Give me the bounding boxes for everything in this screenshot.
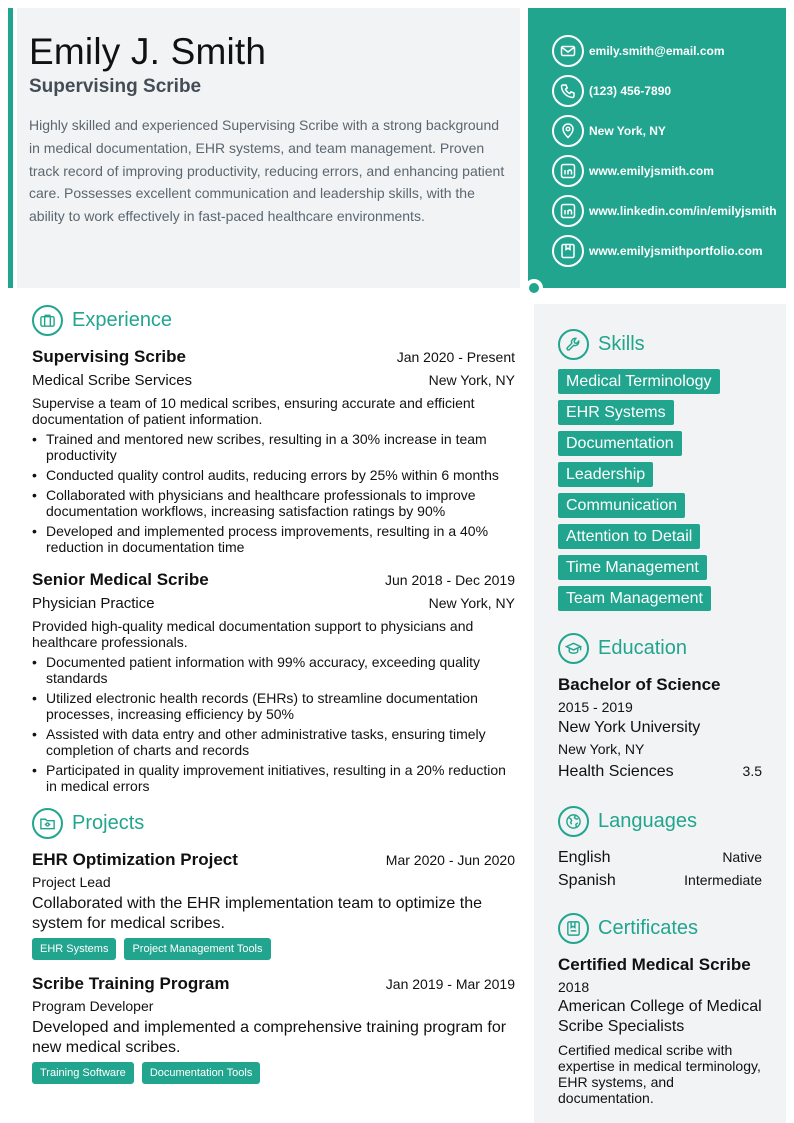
experience-heading: [32, 304, 515, 336]
skill-tag: Medical Terminology: [558, 369, 720, 394]
contact-phone[interactable]: [552, 71, 786, 111]
job-bullet: • Participated in quality improvement initiatives, resulting in a 20% reduction in medical errors: [32, 762, 515, 794]
language-level: Native: [722, 849, 762, 865]
language-name: English: [558, 849, 611, 866]
contact-website-text: www.emilyjsmith.com: [589, 164, 714, 178]
job-description: Supervise a team of 10 medical scribes, ensuring accurate and efficient documentation of patient information.: [32, 395, 475, 427]
contact-website[interactable]: [552, 151, 786, 191]
job-bullets: [32, 431, 515, 555]
contact-location-text: New York, NY: [589, 124, 666, 138]
skills-list: [558, 369, 762, 611]
project-role: Program Developer: [32, 998, 154, 1014]
job-description: Provided high-quality medical documentation support to physicians and healthcare professionals.: [32, 618, 474, 650]
project-title: Scribe Training Program: [32, 974, 230, 993]
project-tag: EHR Systems: [32, 938, 116, 960]
education-university: New York University: [558, 719, 701, 736]
certificates-title: Certificates: [598, 916, 699, 939]
certificate-organization: American College of Medical Scribe Specialists: [558, 998, 762, 1035]
project-tag: Project Management Tools: [124, 938, 270, 960]
certificates-heading: [558, 912, 762, 944]
folder-icon: [32, 808, 63, 839]
education-degree: Bachelor of Science: [558, 675, 721, 694]
job-date: Jan 2020 - Present: [396, 349, 515, 365]
contact-email-text: emily.smith@email.com: [589, 44, 725, 58]
portfolio-icon: [552, 235, 584, 267]
project-tag: Training Software: [32, 1062, 134, 1084]
email-icon: [552, 35, 584, 67]
experience-title: Experience: [72, 308, 173, 331]
project-date: Jan 2019 - Mar 2019: [385, 976, 515, 992]
job-bullet: • Documented patient information with 99% accuracy, exceeding quality standards: [32, 654, 515, 686]
job-bullet: • Utilized electronic health records (EHRs) to streamline documentation processes, increasing efficiency by 50%: [32, 690, 515, 722]
skill-tag: Documentation: [558, 431, 682, 456]
job-company: Medical Scribe Services: [32, 372, 193, 389]
contact-location: [552, 111, 786, 151]
education-location: New York, NY: [558, 741, 645, 757]
skills-title: Skills: [598, 332, 645, 355]
education-item: [558, 673, 762, 783]
contact-email[interactable]: [552, 31, 786, 71]
location-icon: [552, 115, 584, 147]
education-title: Education: [598, 636, 687, 659]
skill-tag: Communication: [558, 493, 685, 518]
language-item: [558, 846, 762, 869]
languages-heading: [558, 805, 762, 837]
contact-linkedin[interactable]: [552, 191, 786, 231]
certificate-icon: [558, 913, 589, 944]
job-bullet: • Developed and implemented process improvements, resulting in a 40% reduction in documentation time: [32, 523, 515, 555]
project-item: [32, 972, 515, 1084]
skills-heading: [558, 328, 762, 360]
experience-item: [32, 345, 515, 555]
language-level: Intermediate: [684, 872, 762, 888]
candidate-name: Emily J. Smith: [29, 31, 267, 72]
project-item: [32, 848, 515, 960]
languages-title: Languages: [598, 809, 697, 832]
language-name: Spanish: [558, 872, 616, 889]
contact-portfolio[interactable]: [552, 231, 786, 271]
project-date: Mar 2020 - Jun 2020: [385, 852, 515, 868]
project-description: Collaborated with the EHR implementation team to optimize the system for medical scribes.: [32, 895, 482, 932]
language-item: [558, 869, 762, 892]
project-tags: [32, 938, 515, 960]
briefcase-icon: [32, 305, 63, 336]
project-tag: Documentation Tools: [142, 1062, 261, 1084]
experience-item: [32, 568, 515, 794]
timeline-dot-inner: [529, 283, 539, 293]
job-location: New York, NY: [428, 372, 515, 388]
job-title: Supervising Scribe: [32, 347, 186, 366]
project-tags: [32, 1062, 515, 1084]
main-column: [32, 304, 515, 1096]
header-accent-bar: [8, 8, 13, 288]
education-gpa: 3.5: [742, 763, 762, 779]
education-heading: [558, 632, 762, 664]
candidate-title: Supervising Scribe: [29, 76, 202, 97]
project-description: Developed and implemented a comprehensive training program for new medical scribes.: [32, 1019, 507, 1056]
header-panel: [17, 8, 520, 288]
contact-phone-text: (123) 456-7890: [589, 84, 672, 98]
linkedin-icon: [552, 155, 584, 187]
certificate-description: Certified medical scribe with expertise in medical terminology, EHR systems, and documentation.: [558, 1042, 761, 1106]
globe-icon: [558, 806, 589, 837]
contact-linkedin-text: www.linkedin.com/in/emilyjsmith: [589, 204, 777, 218]
job-company: Physician Practice: [32, 595, 155, 612]
phone-icon: [552, 75, 584, 107]
project-role: Project Lead: [32, 874, 111, 890]
education-field: Health Sciences: [558, 763, 674, 780]
project-title: EHR Optimization Project: [32, 850, 238, 869]
job-location: New York, NY: [428, 595, 515, 611]
sidebar: [534, 304, 786, 1123]
contact-portfolio-text: www.emilyjsmithportfolio.com: [589, 244, 763, 258]
languages-list: [558, 846, 762, 892]
skill-tag: Attention to Detail: [558, 524, 700, 549]
education-years: 2015 - 2019: [558, 699, 633, 715]
job-bullet: • Collaborated with physicians and healthcare professionals to improve documentation workflows, increasing satisfaction ratings by 90%: [32, 487, 515, 519]
summary: Highly skilled and experienced Supervising Scribe with a strong background in medical documentation, EHR systems, and team management. Proven track record of improving productivity, reducing errors, and enhancing patient care. Possesses excellent communication and leadership skills, with the ability to work effectively in fast-paced healthcare environments.: [29, 117, 505, 225]
projects-title: Projects: [72, 811, 145, 834]
job-date: Jun 2018 - Dec 2019: [385, 572, 515, 588]
projects-heading: [32, 807, 515, 839]
skill-tag: Team Management: [558, 586, 711, 611]
job-bullet: • Assisted with data entry and other administrative tasks, ensuring timely completion of charts and records: [32, 726, 515, 758]
skill-tag: EHR Systems: [558, 400, 674, 425]
linkedin-icon: [552, 195, 584, 227]
certificate-title: Certified Medical Scribe: [558, 955, 751, 974]
skill-tag: Time Management: [558, 555, 707, 580]
certificate-year: 2018: [558, 979, 590, 995]
job-title: Senior Medical Scribe: [32, 570, 209, 589]
graduation-cap-icon: [558, 633, 589, 664]
certificate-item: [558, 953, 762, 1106]
job-bullet: • Trained and mentored new scribes, resulting in a 30% increase in team productivity: [32, 431, 515, 463]
job-bullet: • Conducted quality control audits, reducing errors by 25% within 6 months: [32, 467, 515, 483]
wrench-icon: [558, 329, 589, 360]
contact-panel: [528, 8, 786, 288]
skill-tag: Leadership: [558, 462, 653, 487]
job-bullets: [32, 654, 515, 794]
